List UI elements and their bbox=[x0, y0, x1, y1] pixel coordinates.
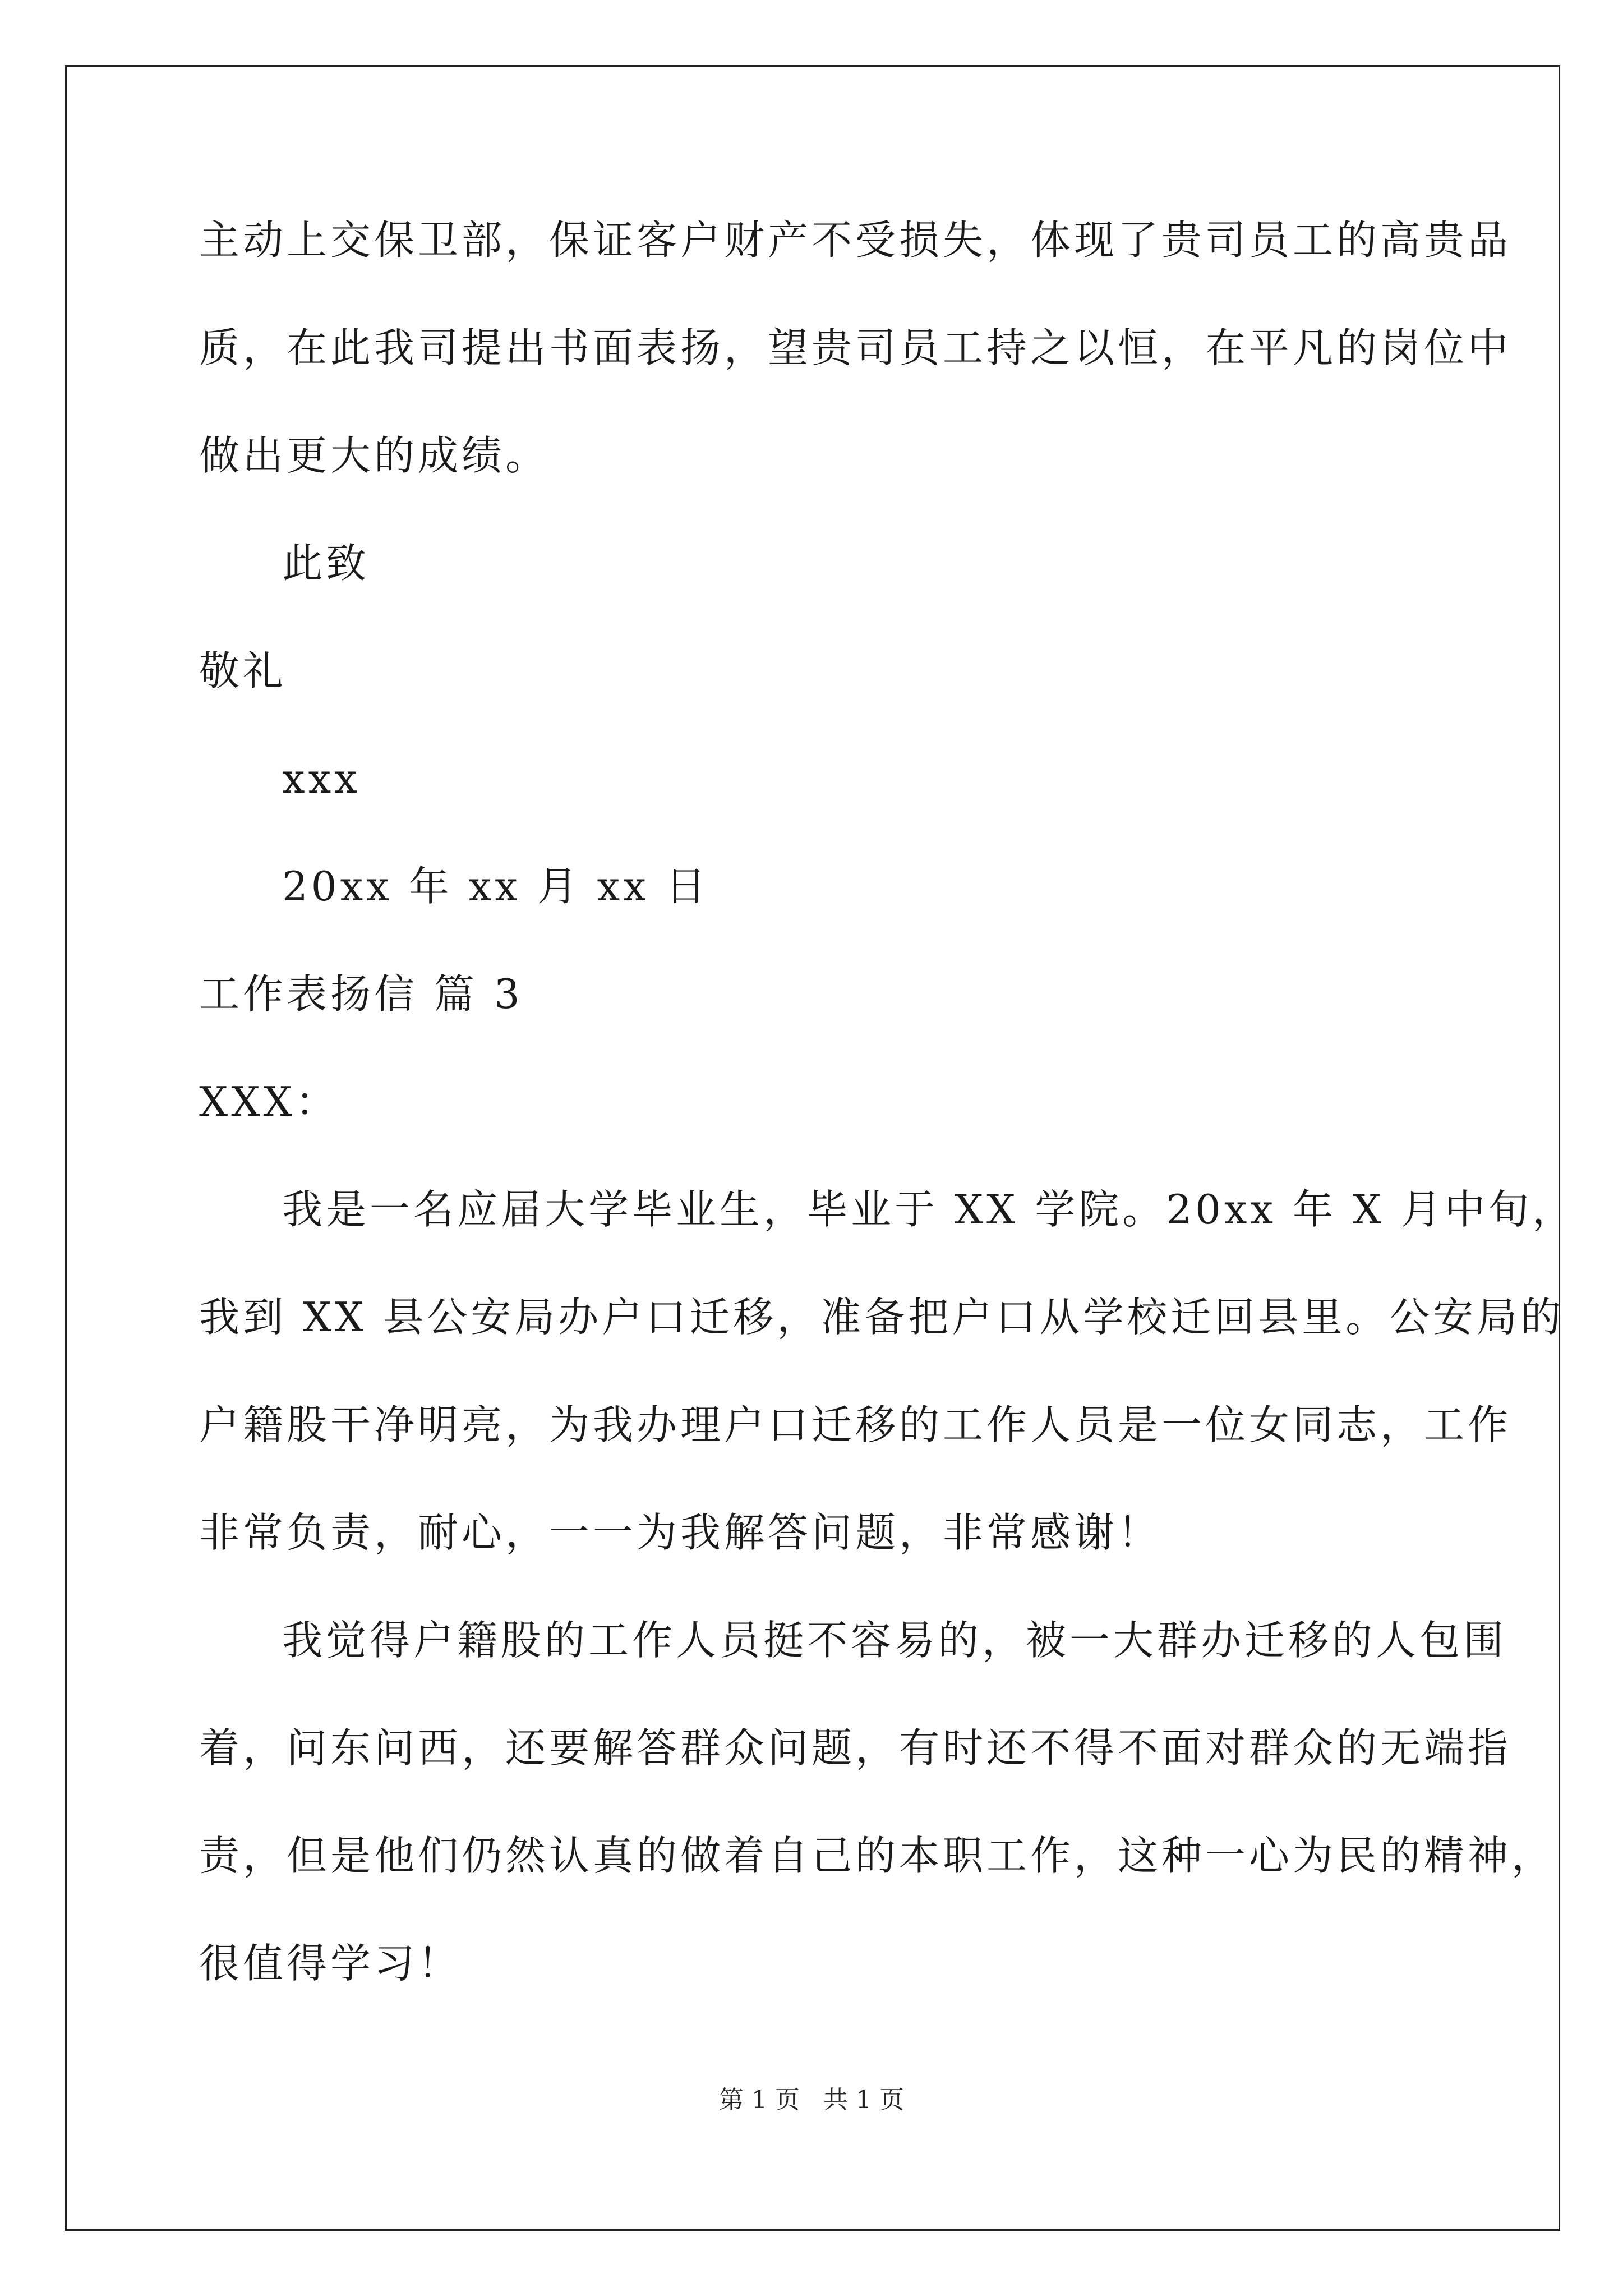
document-body bbox=[199, 213, 1576, 2044]
recipient: XXX： bbox=[199, 1078, 339, 1125]
paragraph-line: 质，在此我司提出书面表扬，望贵司员工持之以恒，在平凡的岗位中 bbox=[199, 324, 1512, 371]
signature: xxx bbox=[282, 755, 361, 802]
paragraph-line: 做出更大的成绩。 bbox=[199, 432, 550, 479]
date: 20xx 年 xx 月 xx 日 bbox=[282, 863, 709, 910]
paragraph-line: 我是一名应届大学毕业生，毕业于 XX 学院。20xx 年 X 月中旬， bbox=[282, 1186, 1576, 1233]
closing-regards: 敬礼 bbox=[199, 647, 287, 694]
paragraph-line: 很值得学习！ bbox=[199, 1940, 462, 1987]
section-title: 工作表扬信 篇 3 bbox=[199, 970, 523, 1018]
paragraph-line: 我觉得户籍股的工作人员挺不容易的，被一大群办迁移的人包围 bbox=[282, 1617, 1507, 1664]
paragraph-line: 我到 XX 县公安局办户口迁移，准备把户口从学校迁回县里。公安局的 bbox=[199, 1294, 1565, 1341]
paragraph-line: 责，但是他们仍然认真的做着自己的本职工作，这种一心为民的精神， bbox=[199, 1832, 1556, 1879]
closing-salutation: 此致 bbox=[282, 540, 370, 587]
paragraph-line: 非常负责，耐心，一一为我解答问题，非常感谢！ bbox=[199, 1509, 1162, 1556]
paragraph-line: 户籍股干净明亮，为我办理户口迁移的工作人员是一位女同志，工作 bbox=[199, 1401, 1512, 1448]
paragraph-line: 主动上交保卫部，保证客户财产不受损失，体现了贵司员工的高贵品 bbox=[199, 217, 1512, 264]
paragraph-line: 着，问东问西，还要解答群众问题，有时还不得不面对群众的无端指 bbox=[199, 1724, 1512, 1772]
page-footer: 第 1 页 共 1 页 bbox=[719, 2086, 904, 2114]
